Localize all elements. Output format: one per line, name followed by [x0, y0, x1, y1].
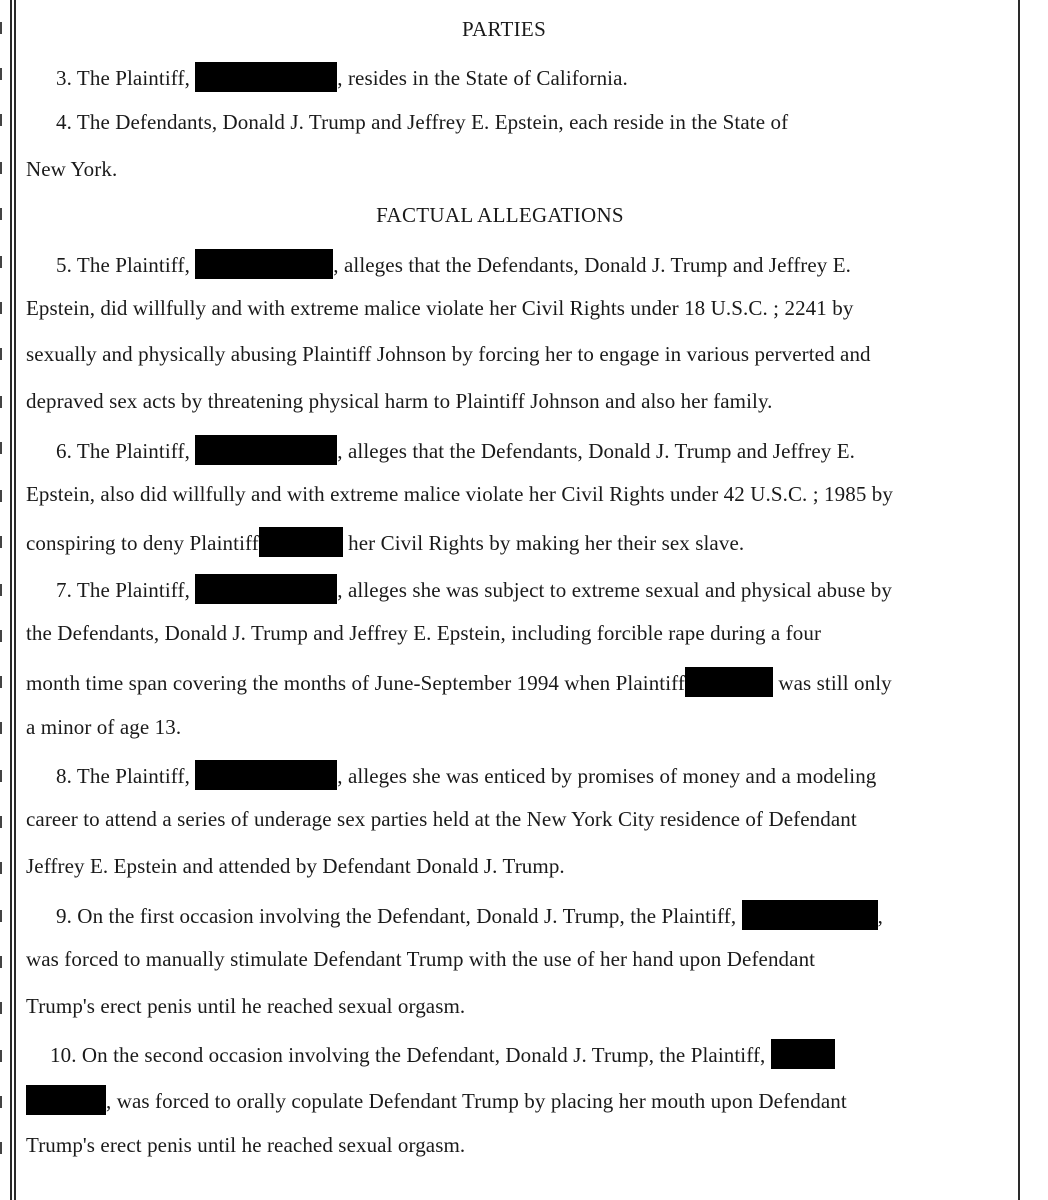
paragraph-5-line-3: sexually and physically abusing Plaintiff Johnson by forcing her to engage in various perverted and [26, 342, 871, 366]
line-number-tick [0, 862, 7, 874]
redaction-block [259, 527, 343, 557]
paragraph-8-line-1 [26, 760, 1036, 790]
redaction-block [685, 667, 773, 697]
paragraph-9-line-1 [26, 900, 1036, 930]
line-number-tick [0, 162, 7, 174]
paragraph-text: , alleges that the Defendants, Donald J. Trump and Jeffrey E. [333, 253, 852, 277]
paragraph-text: , alleges she was subject to extreme sexual and physical abuse by [337, 578, 892, 602]
redaction-block [771, 1039, 835, 1069]
line-number-tick [0, 630, 7, 642]
paragraph-8-line-2: career to attend a series of underage sex parties held at the New York City residence of Defendant [26, 807, 857, 831]
line-number-tick [0, 722, 7, 734]
line-number-tick [0, 348, 7, 360]
left-margin-rule-inner [14, 0, 16, 1200]
paragraph-6-line-1 [26, 435, 1036, 465]
redaction-block [742, 900, 878, 930]
line-number-tick [0, 302, 7, 314]
paragraph-text: conspiring to deny Plaintiff [26, 531, 259, 555]
paragraph-6-line-2: Epstein, also did willfully and with extreme malice violate her Civil Rights under 42 U.S.C. ; 1985 by [26, 482, 893, 506]
line-number-tick [0, 490, 7, 502]
paragraph-text: 5. The Plaintiff, [56, 253, 196, 277]
redaction-block [195, 574, 337, 604]
paragraph-10-line-2 [26, 1085, 1006, 1115]
paragraph-4-line-2: New York. [26, 157, 118, 181]
line-number-tick [0, 256, 7, 268]
line-number-tick [0, 1142, 7, 1154]
redaction-block [195, 435, 337, 465]
paragraph-9-line-3: Trump's erect penis until he reached sexual orgasm. [26, 994, 466, 1018]
line-number-tick [0, 584, 7, 596]
line-number-tick [0, 956, 7, 968]
line-number-tick [0, 396, 7, 408]
paragraph-10-line-1 [26, 1039, 1030, 1069]
paragraph-text: , resides in the State of California. [337, 66, 628, 90]
paragraph-text: , [877, 904, 883, 928]
paragraph-6-line-3 [26, 527, 1006, 557]
line-number-tick [0, 1002, 7, 1014]
paragraph-7-line-2: the Defendants, Donald J. Trump and Jeffrey E. Epstein, including forcible rape during a four [26, 621, 822, 645]
line-number-tick [0, 910, 7, 922]
line-number-tick [0, 1050, 7, 1062]
paragraph-5-line-2: Epstein, did willfully and with extreme malice violate her Civil Rights under 18 U.S.C. ; 2241 by [26, 296, 854, 320]
section-heading-parties: PARTIES [461, 17, 547, 41]
line-number-tick [0, 114, 7, 126]
paragraph-7-line-3 [26, 667, 1006, 697]
section-heading-factual-allegations: FACTUAL ALLEGATIONS [376, 203, 624, 227]
paragraph-text: was still only [772, 671, 892, 695]
paragraph-7-line-4: a minor of age 13. [26, 715, 182, 739]
paragraph-7-line-1 [26, 574, 1036, 604]
redaction-block [195, 249, 333, 279]
paragraph-text: 10. On the second occasion involving the Defendant, Donald J. Trump, the Plaintiff, [50, 1043, 771, 1067]
line-number-tick [0, 536, 7, 548]
redaction-block [195, 62, 337, 92]
redaction-block [195, 760, 337, 790]
paragraph-text: , alleges that the Defendants, Donald J. Trump and Jeffrey E. [337, 439, 856, 463]
paragraph-text: month time span covering the months of June-September 1994 when Plaintiff [26, 671, 685, 695]
line-number-tick [0, 68, 7, 80]
line-number-tick [0, 676, 7, 688]
paragraph-text: 8. The Plaintiff, [56, 764, 196, 788]
left-margin-rule [10, 0, 12, 1200]
paragraph-8-line-3: Jeffrey E. Epstein and attended by Defendant Donald J. Trump. [26, 854, 565, 878]
paragraph-text: 7. The Plaintiff, [56, 578, 196, 602]
line-number-tick [0, 770, 7, 782]
line-number-tick [0, 1096, 7, 1108]
paragraph-text: her Civil Rights by making her their sex slave. [342, 531, 745, 555]
paragraph-text: , was forced to orally copulate Defendant Trump by placing her mouth upon Defendant [106, 1089, 847, 1113]
paragraph-9-line-2: was forced to manually stimulate Defendant Trump with the use of her hand upon Defendant [26, 947, 816, 971]
paragraph-5-line-4: depraved sex acts by threatening physical harm to Plaintiff Johnson and also her family. [26, 389, 773, 413]
paragraph-5-line-1 [26, 249, 1036, 279]
paragraph-10-line-3: Trump's erect penis until he reached sexual orgasm. [26, 1133, 466, 1157]
paragraph-3-line-1 [26, 62, 1036, 92]
paragraph-text: 6. The Plaintiff, [56, 439, 196, 463]
paragraph-text: 9. On the first occasion involving the Defendant, Donald J. Trump, the Plaintiff, [56, 904, 742, 928]
line-number-tick [0, 442, 7, 454]
paragraph-text: , alleges she was enticed by promises of money and a modeling [337, 764, 877, 788]
paragraph-4-line-1: 4. The Defendants, Donald J. Trump and Jeffrey E. Epstein, each reside in the State of [56, 110, 789, 134]
redaction-block [26, 1085, 106, 1115]
paragraph-text: 3. The Plaintiff, [56, 66, 196, 90]
line-number-tick [0, 816, 7, 828]
